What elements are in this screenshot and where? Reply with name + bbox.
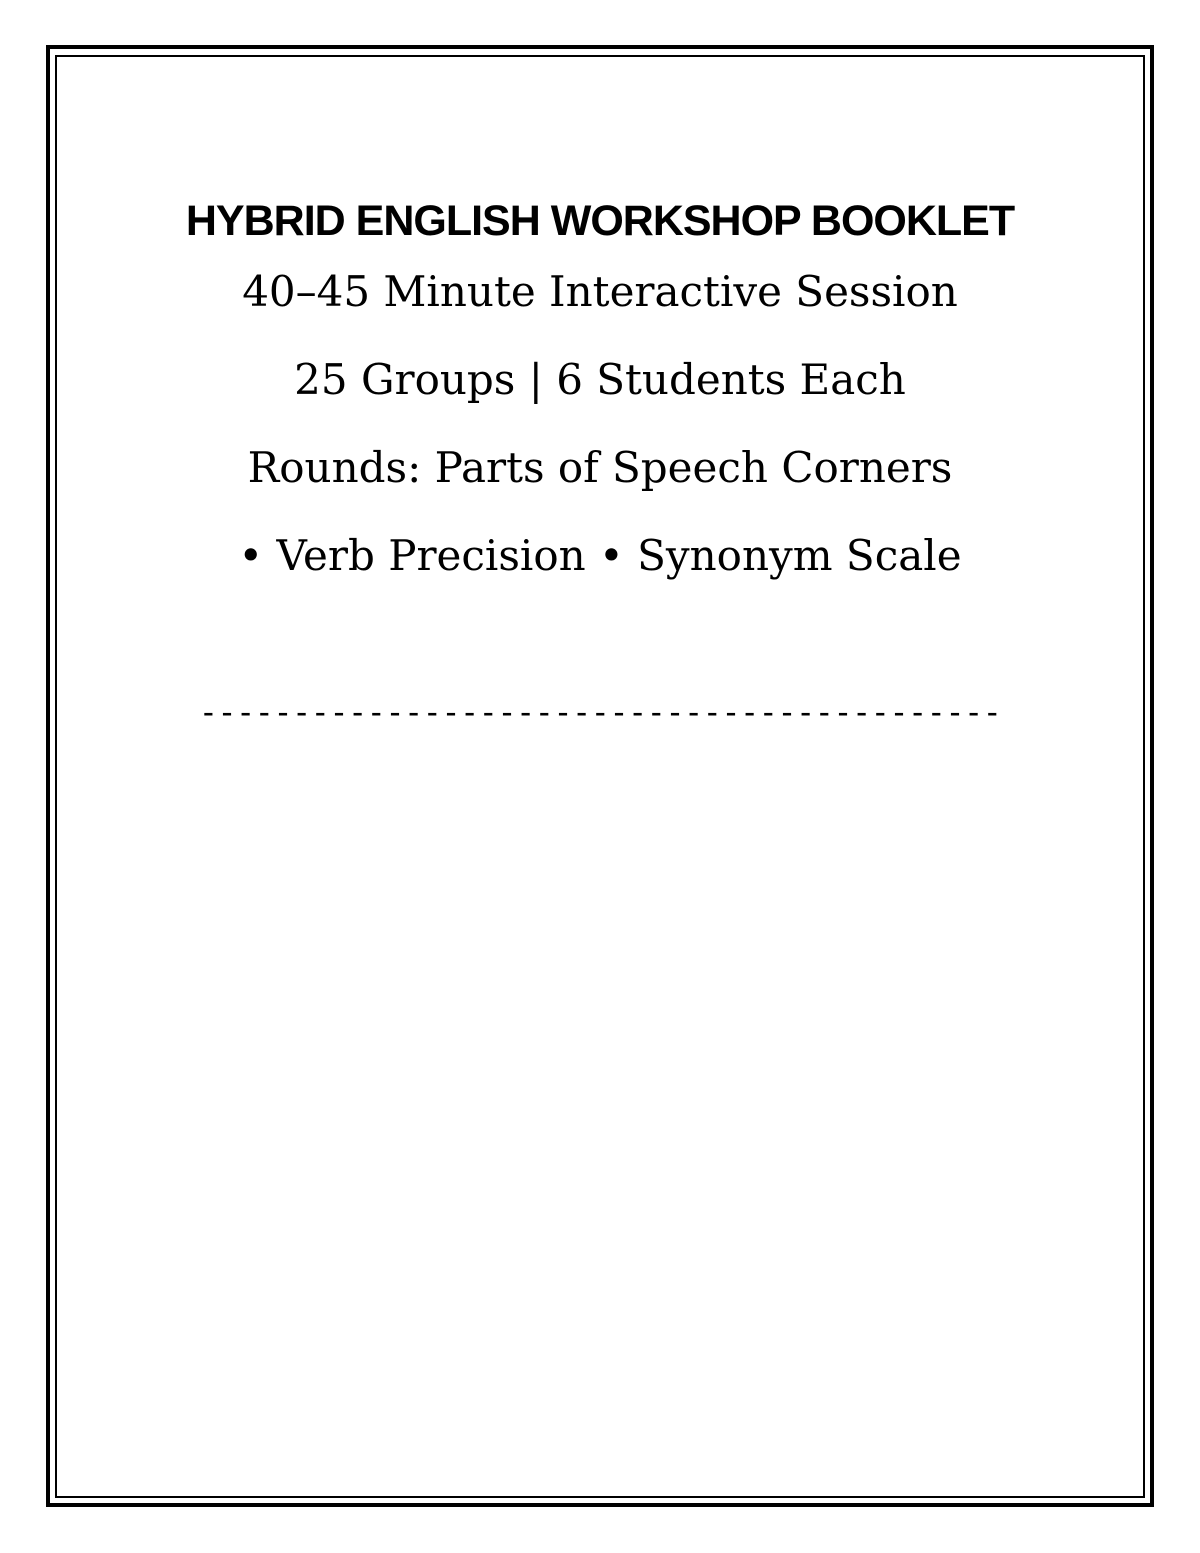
rounds-line-1: Rounds: Parts of Speech Corners: [247, 443, 953, 492]
booklet-title: HYBRID ENGLISH WORKSHOP BOOKLET: [185, 197, 1015, 245]
group-info: 25 Groups | 6 Students Each: [294, 355, 906, 404]
session-duration: 40–45 Minute Interactive Session: [242, 267, 958, 316]
rounds-line-2: • Verb Precision • Synonym Scale: [238, 531, 962, 580]
dashed-divider: -------------------------------------------: [198, 693, 1002, 731]
